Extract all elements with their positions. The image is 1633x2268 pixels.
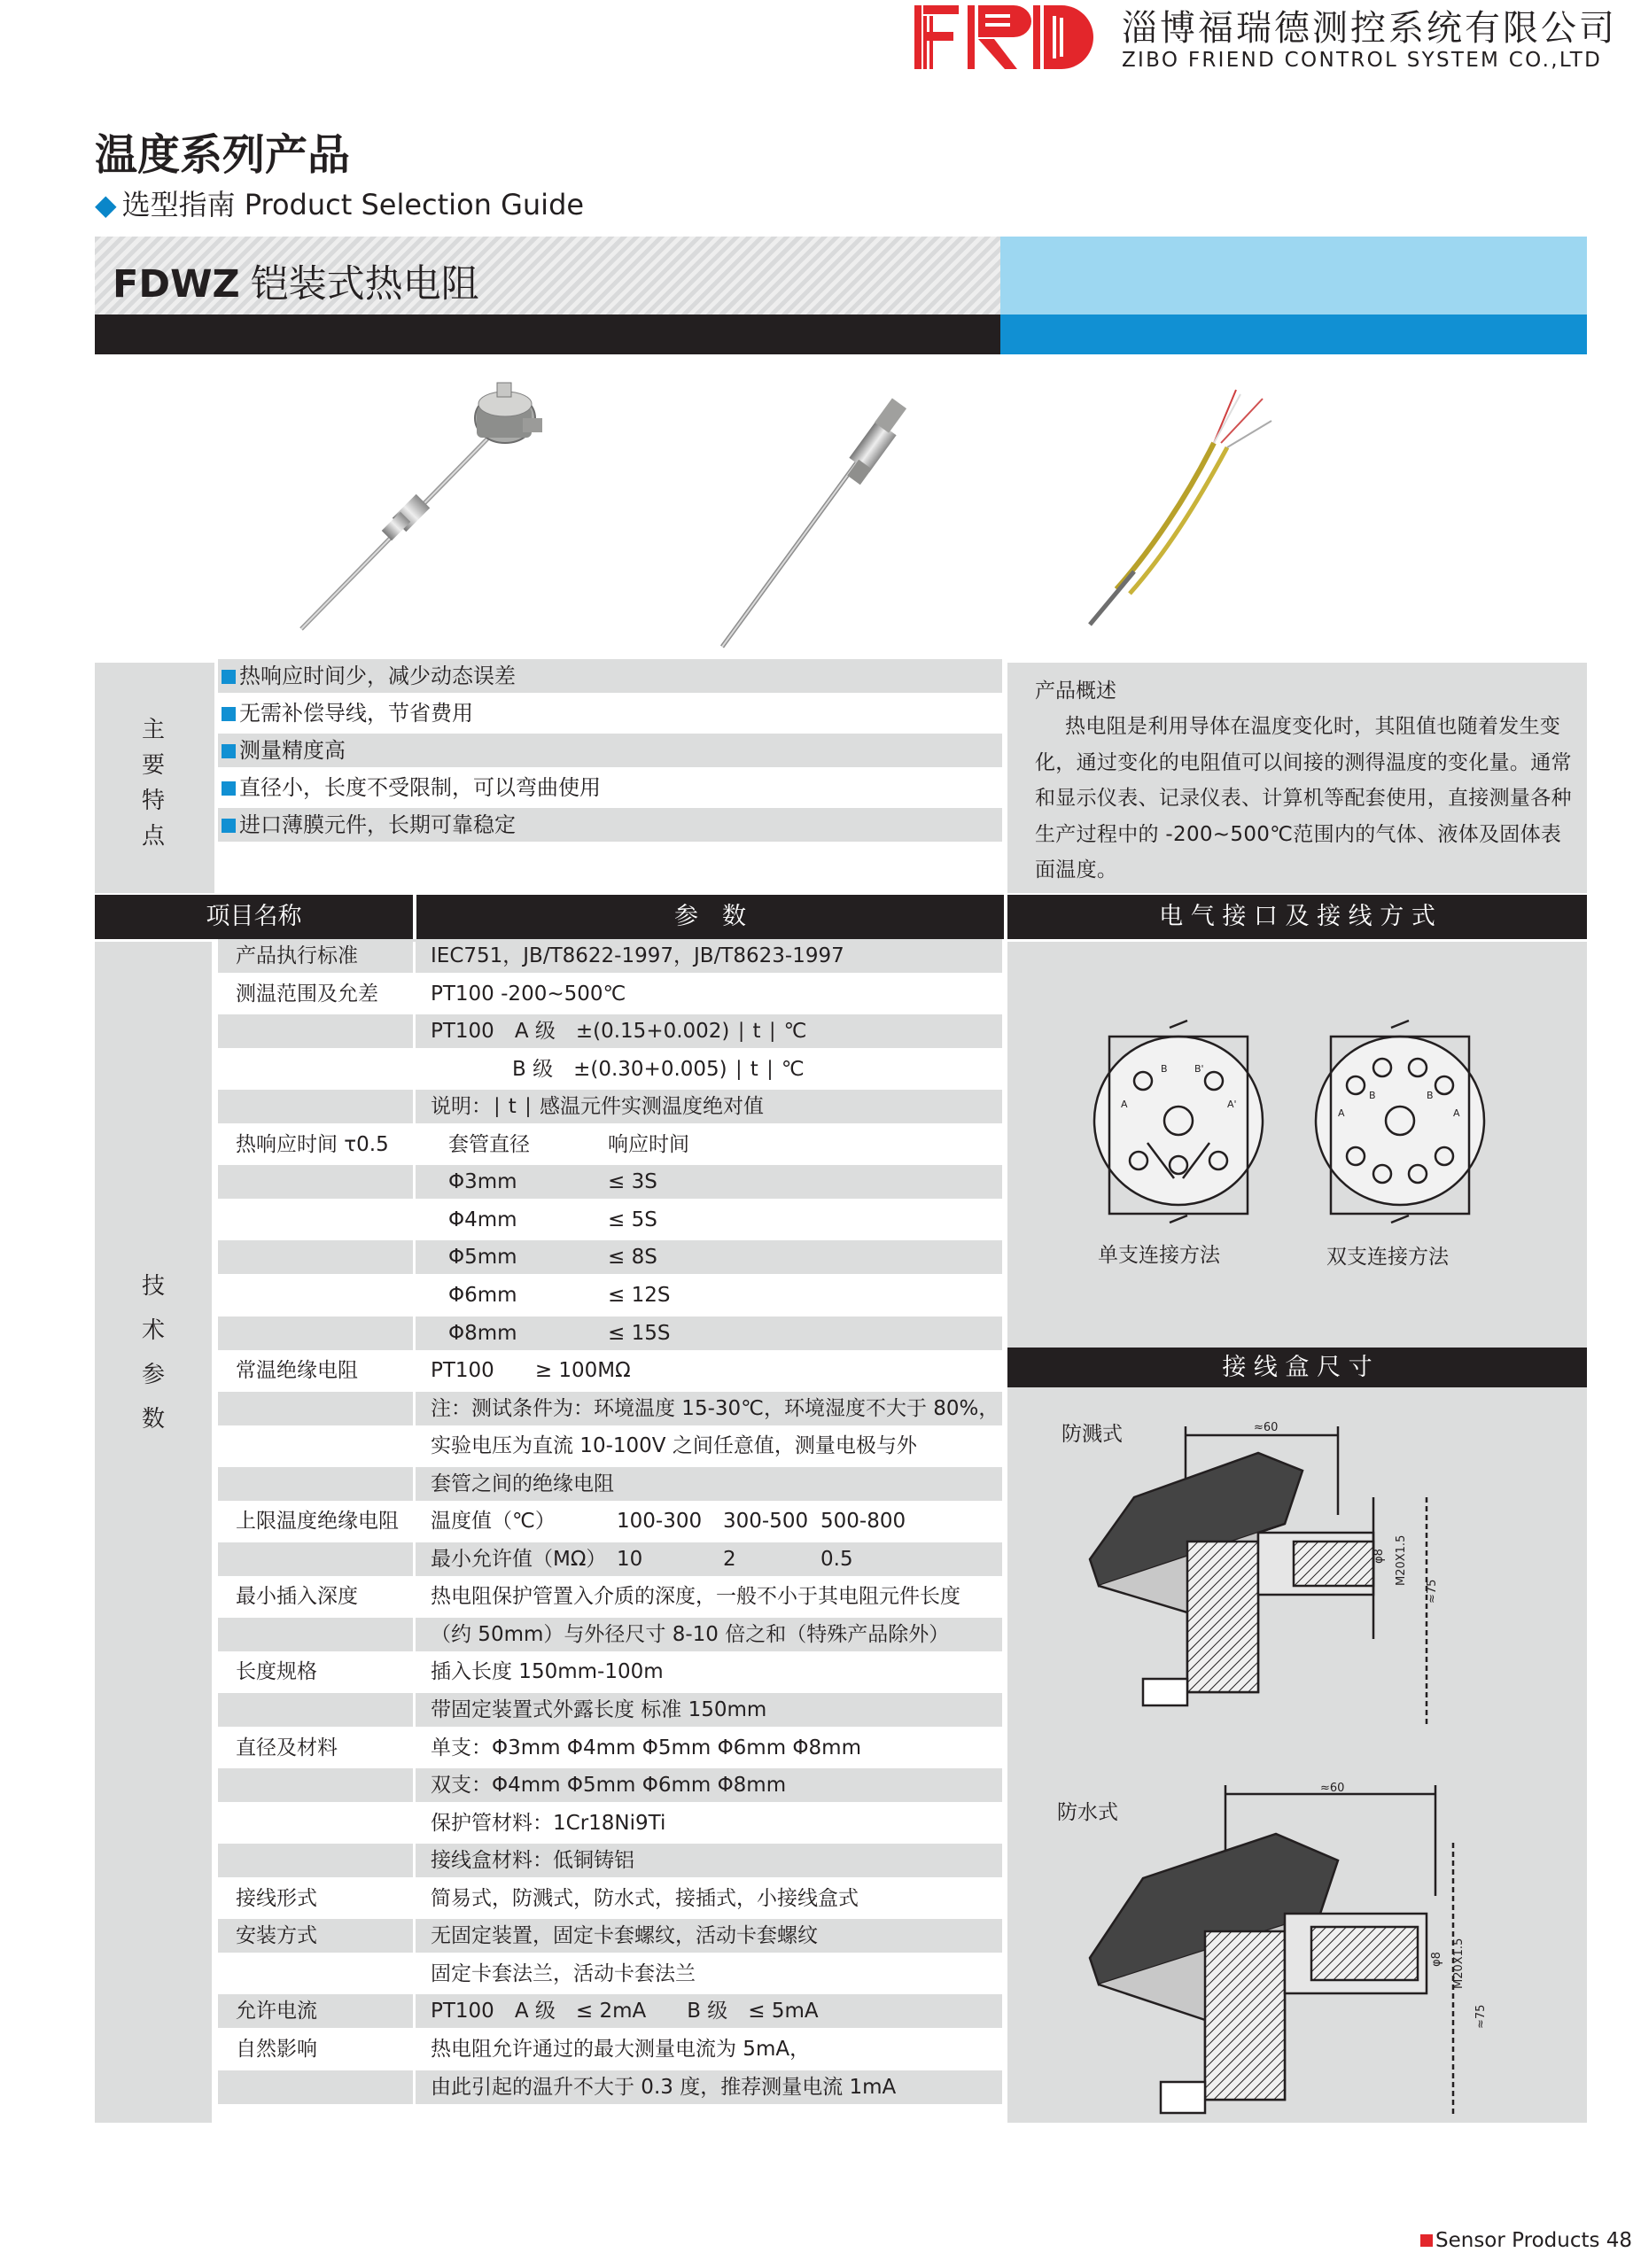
spec-row [218, 939, 1002, 973]
spec-value: 插入长度 150mm-100m [431, 1660, 664, 1684]
spec-value: 10 [617, 1547, 643, 1571]
spec-value: 2 [723, 1547, 736, 1571]
banner-model: FDWZ [113, 262, 240, 307]
waterproof-box-drawing [1081, 1781, 1497, 2117]
banner-bar-dark [95, 315, 1000, 354]
spec-value: Φ8mm [448, 1321, 517, 1345]
product-image-1 [284, 372, 567, 664]
single-wiring-label: 单支连接方法 [1098, 1244, 1220, 1267]
svg-text:A: A [1121, 1099, 1128, 1110]
overview-text: 热电阻是利用导体在温度变化时，其阻值也随着发生变化，通过变化的电阻值可以间接的测得温度的变化量。通常和显示仪表、记录仪表、计算机等配套使用，直接测量各种生产过程中的 -200~500℃范围内的气体、液体及固体表面温度。 [1035, 715, 1572, 882]
feature-item: 进口薄膜元件，长期可靠稳定 [218, 808, 1002, 842]
spec-value: 保护管材料：1Cr18Ni9Ti [431, 1811, 666, 1835]
spec-row [218, 1768, 1002, 1802]
spec-value: ≤ 5S [608, 1208, 657, 1231]
spec-row [218, 1580, 1002, 1613]
features-label: 主 要 特 点 [141, 717, 165, 850]
diamond-icon: ◆ [95, 188, 117, 221]
spec-value: Φ4mm [448, 1208, 517, 1231]
spec-row [218, 1467, 1002, 1501]
spec-value: 500-800 [820, 1510, 906, 1534]
column-divider [413, 942, 416, 2123]
svg-text:M20X1.5: M20X1.5 [1452, 1938, 1466, 1989]
spec-name: 热响应时间 τ0.5 [236, 1132, 389, 1156]
feature-item: 无需补偿导线，节省费用 [218, 696, 1002, 730]
spec-value: B 级 ±(0.30+0.005) ∣ t ∣ ℃ [431, 1057, 805, 1081]
svg-text:≈75: ≈75 [1474, 2004, 1488, 2029]
spec-value: 100-300 [617, 1510, 703, 1534]
spec-value: 温度值（℃） [431, 1510, 556, 1534]
subtitle-text: 选型指南 Product Selection Guide [121, 188, 585, 221]
spec-name: 安装方式 [236, 1924, 317, 1948]
spec-row [218, 1165, 1002, 1199]
header-item-name: 项目名称 [95, 895, 413, 939]
banner-bar-blue [1000, 315, 1587, 354]
spec-row [218, 1014, 1002, 1048]
spec-value: 响应时间 [608, 1132, 689, 1156]
spec-name: 最小插入深度 [236, 1585, 358, 1609]
svg-text:B: B [1427, 1090, 1434, 1101]
bullet-square-icon [222, 707, 236, 721]
spec-row [218, 1919, 1002, 1953]
spec-row [218, 1693, 1002, 1727]
spec-name: 允许电流 [236, 2000, 317, 2023]
svg-text:B': B' [1194, 1063, 1204, 1075]
spec-value: 固定卡套法兰，活动卡套法兰 [431, 1961, 696, 1985]
spec-value: Φ5mm [448, 1246, 517, 1270]
svg-text:A: A [1453, 1107, 1460, 1119]
spec-value: 单支：Φ3mm Φ4mm Φ5mm Φ6mm Φ8mm [431, 1736, 861, 1759]
company-name-cn: 淄博福瑞德测控系统有限公司 [1122, 8, 1617, 49]
splash-box-label: 防溅式 [1061, 1423, 1123, 1446]
subtitle [95, 183, 584, 223]
spec-value: IEC751，JB/T8622-1997，JB/T8623-1997 [431, 944, 844, 967]
spec-row [218, 1429, 1002, 1463]
spec-value: PT100 A 级 ≤ 2mA B 级 ≤ 5mA [431, 2000, 819, 2023]
product-image-3 [1081, 372, 1373, 638]
spec-row [218, 2032, 1002, 2066]
spec-row [218, 2070, 1002, 2104]
spec-value: PT100 ≥ 100MΩ [431, 1359, 631, 1383]
company-name-en: ZIBO FRIEND CONTROL SYSTEM CO.,LTD [1122, 49, 1603, 72]
spec-value: 最小允许值（MΩ） [431, 1547, 607, 1571]
tech-label-column [95, 942, 212, 2123]
header-electrical: 电 气 接 口 及 接 线 方 式 [1007, 895, 1587, 939]
banner-accent [1000, 237, 1587, 315]
spec-value: 注：测试条件为：环境温度 15-30℃，环境湿度不大于 80%， [431, 1396, 999, 1420]
spec-name: 产品执行标准 [236, 944, 358, 967]
spec-name: 上限温度绝缘电阻 [236, 1510, 399, 1534]
spec-value: ≤ 12S [608, 1283, 671, 1307]
spec-row [218, 1618, 1002, 1651]
spec-value: ≤ 3S [608, 1170, 657, 1194]
spec-row [218, 1994, 1002, 2028]
header-box-size: 接 线 盒 尺 寸 [1007, 1348, 1587, 1387]
spec-row [218, 1317, 1002, 1350]
spec-row [218, 1354, 1002, 1387]
spec-row [218, 1806, 1002, 1840]
double-wiring-diagram [1303, 1010, 1497, 1231]
splash-box-drawing [1081, 1418, 1497, 1728]
svg-text:B: B [1161, 1063, 1168, 1075]
double-wiring-label: 双支连接方法 [1326, 1246, 1449, 1269]
svg-text:φ8: φ8 [1372, 1549, 1386, 1564]
spec-value: 实验电压为直流 10-100V 之间任意值，测量电极与外 [431, 1434, 917, 1458]
spec-value: ≤ 8S [608, 1246, 657, 1270]
svg-text:≈75: ≈75 [1426, 1579, 1439, 1604]
bullet-square-icon [222, 670, 236, 684]
spec-value: 300-500 [723, 1510, 809, 1534]
spec-value: 由此引起的温升不大于 0.3 度，推荐测量电流 1mA [431, 2075, 897, 2099]
spec-row [218, 1731, 1002, 1765]
spec-value: ≤ 15S [608, 1321, 671, 1345]
water-box-label: 防水式 [1057, 1801, 1118, 1824]
svg-text:≈60: ≈60 [1320, 1782, 1345, 1795]
spec-row [218, 1090, 1002, 1123]
spec-value: 简易式，防溅式，防水式，接插式，小接线盒式 [431, 1886, 859, 1910]
banner-name: 铠装式热电阻 [250, 262, 479, 307]
spec-value: 套管之间的绝缘电阻 [431, 1472, 614, 1495]
spec-value: 说明：∣ t ∣ 感温元件实测温度绝对值 [431, 1095, 764, 1119]
spec-row [218, 1203, 1002, 1237]
spec-value: （约 50mm）与外径尺寸 8-10 倍之和（特殊产品除外） [431, 1622, 950, 1646]
bullet-square-icon [222, 744, 236, 758]
spec-row [218, 1957, 1002, 1991]
spec-value: 带固定装置式外露长度 标准 150mm [431, 1698, 767, 1721]
spec-value: 无固定装置，固定卡套螺纹，活动卡套螺纹 [431, 1924, 818, 1948]
footer-square-icon [1420, 2234, 1433, 2247]
spec-value: 热电阻保护管置入介质的深度，一般不小于其电阻元件长度 [431, 1585, 960, 1609]
spec-value: 热电阻允许通过的最大测量电流为 5mA， [431, 2037, 811, 2061]
spec-value: Φ3mm [448, 1170, 517, 1194]
spec-name: 常温绝缘电阻 [236, 1359, 358, 1383]
spec-name: 自然影响 [236, 2037, 317, 2061]
spec-value: 套管直径 [448, 1132, 530, 1156]
svg-text:B: B [1369, 1090, 1376, 1101]
spec-row [218, 1392, 1002, 1425]
spec-value: 双支：Φ4mm Φ5mm Φ6mm Φ8mm [431, 1774, 787, 1798]
spec-value: 接线盒材料：低铜铸铝 [431, 1849, 634, 1873]
bullet-square-icon [222, 819, 236, 833]
svg-text:M20X1.5: M20X1.5 [1395, 1534, 1408, 1586]
feature-item: 热响应时间少，减少动态误差 [218, 659, 1002, 693]
spec-name: 接线形式 [236, 1886, 317, 1910]
spec-row [218, 1052, 1002, 1086]
spec-name: 测温范围及允差 [236, 982, 378, 1006]
overview-title: 产品概述 [1035, 680, 1116, 703]
svg-text:φ8: φ8 [1430, 1952, 1443, 1967]
spec-row [218, 1882, 1002, 1915]
page-footer: Sensor Products 48 [1420, 2229, 1632, 2252]
tech-label: 技 术 参 数 [141, 1273, 165, 1433]
feature-item: 测量精度高 [218, 734, 1002, 767]
product-image-2 [696, 390, 926, 664]
spec-row [218, 1655, 1002, 1689]
spec-row [218, 1844, 1002, 1877]
spec-row [218, 1128, 1002, 1161]
spec-value: 0.5 [820, 1547, 853, 1571]
spec-name: 直径及材料 [236, 1736, 338, 1759]
spec-row [218, 977, 1002, 1011]
spec-value: PT100 A 级 ±(0.15+0.002) ∣ t ∣ ℃ [431, 1020, 807, 1044]
spec-row [218, 1504, 1002, 1538]
page-title: 温度系列产品 [95, 130, 351, 180]
single-wiring-diagram [1090, 1010, 1285, 1231]
spec-name: 长度规格 [236, 1660, 317, 1684]
header-params: 参 数 [416, 895, 1004, 939]
feature-item: 直径小，长度不受限制，可以弯曲使用 [218, 771, 1002, 804]
spec-value: Φ6mm [448, 1283, 517, 1307]
svg-text:A: A [1338, 1107, 1345, 1119]
spec-row [218, 1278, 1002, 1312]
spec-row [218, 1240, 1002, 1274]
banner-title [113, 254, 479, 308]
spec-row [218, 1542, 1002, 1576]
bullet-square-icon [222, 781, 236, 796]
column-divider [214, 942, 217, 2123]
frd-logo [914, 4, 1095, 71]
svg-text:A': A' [1227, 1099, 1237, 1110]
svg-text:≈60: ≈60 [1254, 1421, 1279, 1434]
spec-value: PT100 -200~500℃ [431, 982, 626, 1006]
